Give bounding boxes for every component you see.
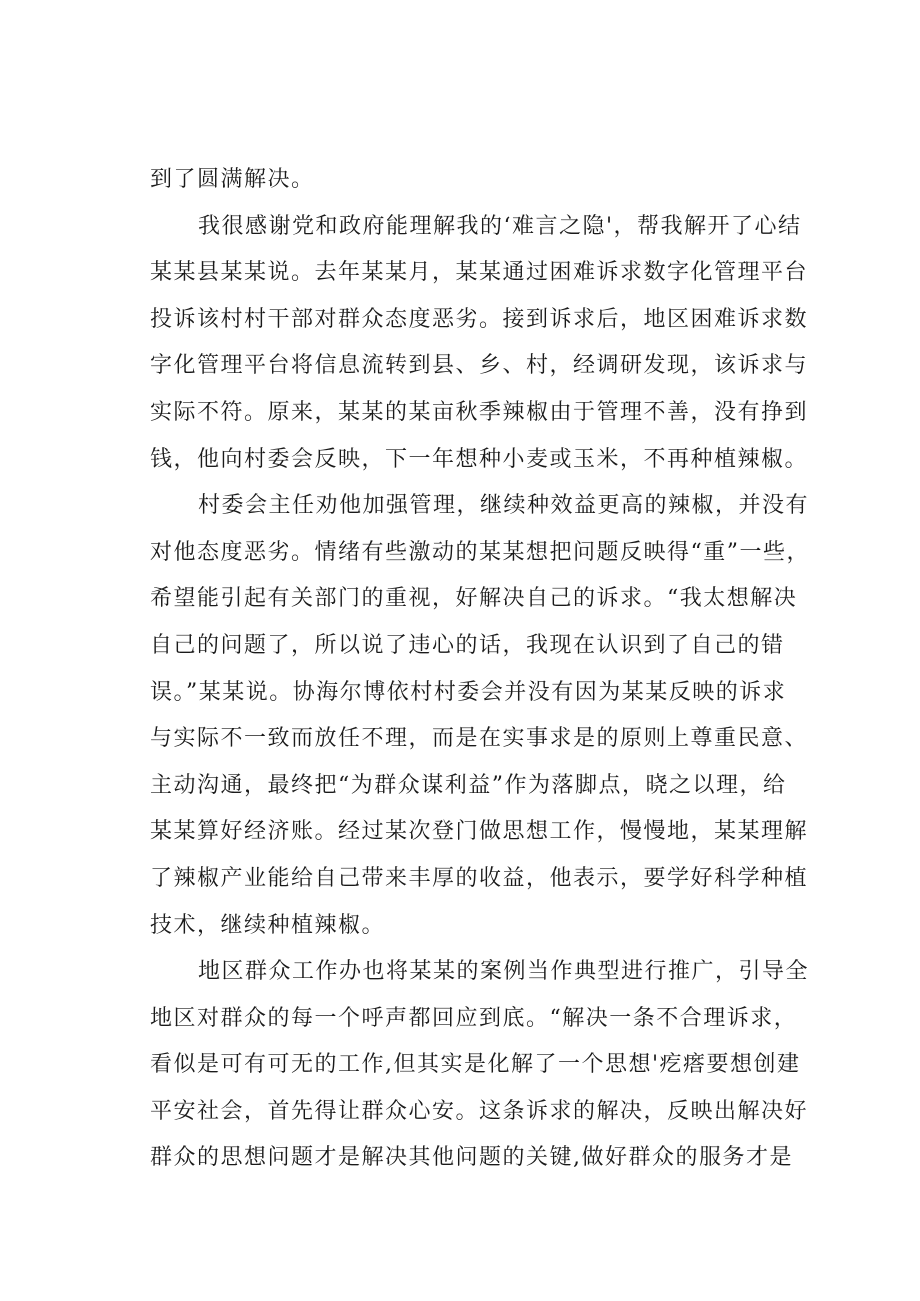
text-line: 实际不符。原来，某某的某亩秋季辣椒由于管理不善，没有挣到 bbox=[150, 399, 809, 425]
text-line: 地区对群众的每一个呼声都回应到底。“解决一条不合理诉求， bbox=[150, 1005, 798, 1031]
text-line: 到了圆满解决。 bbox=[150, 167, 315, 192]
text-line: 技术，继续种植辣椒。 bbox=[150, 912, 386, 938]
body-text bbox=[150, 157, 810, 1182]
text-line: 平安社会，首先得让群众心安。这条诉求的解决，反映出解决好 bbox=[150, 1098, 809, 1124]
text-line: 了辣椒产业能给自己带来丰厚的收益，他表示，要学好科学种植 bbox=[150, 865, 809, 891]
text-line: 希望能引起有关部门的重视，好解决自己的诉求。“我太想解决 bbox=[150, 586, 798, 612]
text-line: 主动沟通，最终把“为群众谋利益”作为落脚点，晓之以理，给 bbox=[150, 772, 787, 798]
text-line: 钱，他向村委会反映，下一年想种小麦或玉米，不再种植辣椒。 bbox=[150, 446, 809, 472]
text-line: 某某县某某说。去年某某月，某某通过困难诉求数字化管理平台 bbox=[150, 260, 809, 286]
text-line: 看似是可有可无的工作,但其实是化解了一个思想'疙瘩要想创建 bbox=[150, 1052, 801, 1078]
text-line: 自己的问题了，所以说了违心的话，我现在认识到了自己的错 bbox=[150, 632, 785, 658]
text-line: 字化管理平台将信息流转到县、乡、村，经调研发现，该诉求与 bbox=[150, 353, 809, 379]
text-line: 我很感谢党和政府能理解我的‘难言之隐'，帮我解开了心结 bbox=[198, 213, 802, 239]
text-line: 地区群众工作办也将某某的案例当作典型进行推广，引导全 bbox=[198, 959, 810, 985]
text-line: 误。”某某说。协海尔博依村村委会并没有因为某某反映的诉求 bbox=[150, 679, 787, 705]
text-line: 群众的思想问题才是解决其他问题的关键,做好群众的服务才是 bbox=[150, 1145, 793, 1171]
text-line: 投诉该村村干部对群众态度恶劣。接到诉求后，地区困难诉求数 bbox=[150, 306, 809, 332]
text-line: 某某算好经济账。经过某次登门做思想工作，慢慢地，某某理解 bbox=[150, 819, 809, 845]
text-line: 村委会主任劝他加强管理，继续种效益更高的辣椒，并没有 bbox=[198, 493, 810, 519]
text-line: 与实际不一致而放任不理，而是在实事求是的原则上尊重民意、 bbox=[150, 726, 809, 752]
text-line: 对他态度恶劣。情绪有些激动的某某想把问题反映得“重”一些， bbox=[150, 539, 810, 565]
